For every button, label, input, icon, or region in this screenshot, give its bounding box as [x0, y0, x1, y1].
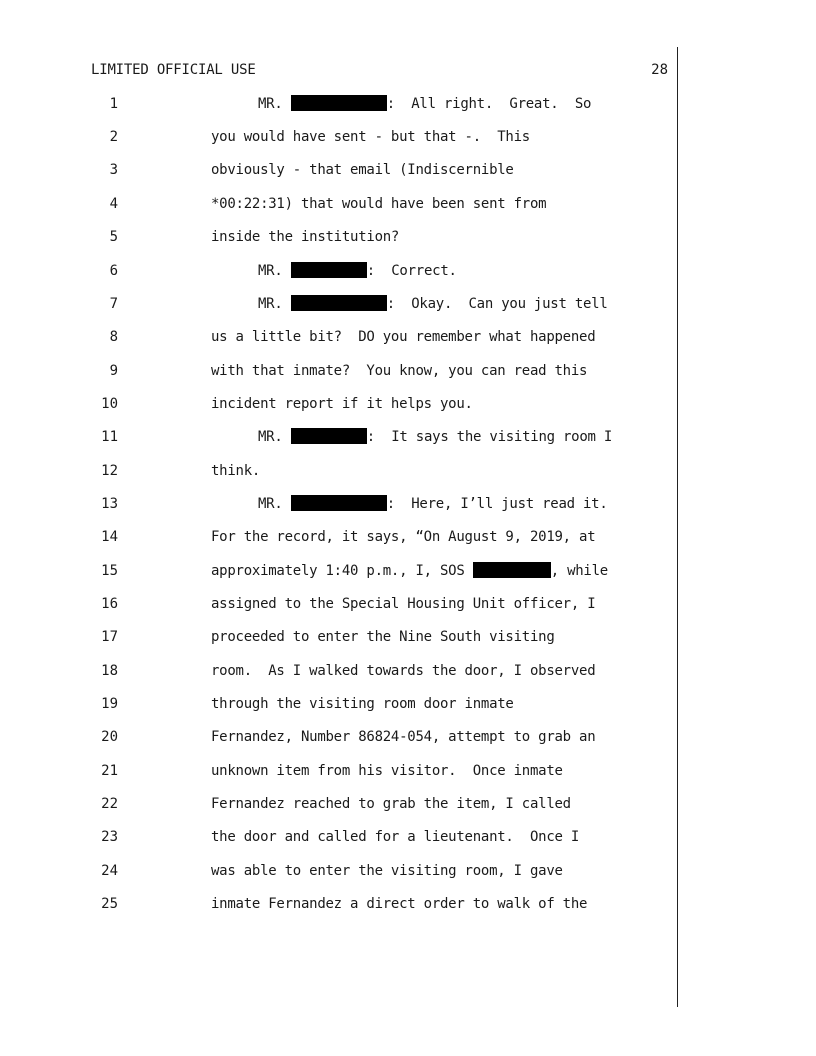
line-text: obviously - that email (Indiscernible: [211, 162, 514, 178]
transcript-line: [0, 527, 680, 547]
speaker-prefix: MR.: [258, 296, 291, 312]
line-text: proceeded to enter the Nine South visiting: [211, 629, 555, 645]
transcript-line: [0, 627, 680, 647]
transcript-line: [0, 227, 680, 247]
line-number: 3: [109, 162, 118, 178]
transcript-line: [0, 394, 680, 414]
transcript-line: [0, 861, 680, 881]
line-text: Fernandez, Number 86824-054, attempt to grab an: [211, 729, 596, 745]
line-number: 20: [101, 729, 118, 745]
line-text: room. As I walked towards the door, I observed: [211, 663, 596, 679]
line-text: inside the institution?: [211, 229, 400, 245]
line-number: 10: [101, 396, 118, 412]
line-number: 1: [109, 96, 118, 112]
transcript-line: [0, 194, 680, 214]
speaker-prefix: MR.: [258, 96, 291, 112]
line-text: [258, 261, 457, 281]
speaker-prefix: MR.: [258, 429, 291, 445]
transcript-line: [0, 894, 680, 914]
line-number: 25: [101, 896, 118, 912]
transcript-line: [0, 261, 680, 281]
line-text: [258, 94, 591, 114]
line-number: 13: [101, 496, 118, 512]
speaker-prefix: MR.: [258, 263, 291, 279]
line-number: 6: [109, 263, 118, 279]
line-number: 11: [101, 429, 118, 445]
line-text: incident report if it helps you.: [211, 396, 473, 412]
speech-text: , while: [550, 563, 608, 579]
transcript-line: [0, 127, 680, 147]
line-text: [211, 561, 608, 581]
transcript-line: [0, 561, 680, 581]
line-text: [258, 494, 608, 514]
transcript-line: [0, 461, 680, 481]
line-text: [258, 294, 608, 314]
line-text: *00:22:31) that would have been sent from: [211, 196, 547, 212]
speech-text: : Correct.: [366, 263, 457, 279]
line-text: with that inmate? You know, you can read this: [211, 363, 588, 379]
line-number: 22: [101, 796, 118, 812]
redaction-box: [291, 295, 387, 311]
line-text: Fernandez reached to grab the item, I called: [211, 796, 571, 812]
transcript-line: [0, 427, 680, 447]
redaction-box: [291, 495, 387, 511]
line-number: 18: [101, 663, 118, 679]
line-text: you would have sent - but that -. This: [211, 129, 530, 145]
transcript-line: [0, 94, 680, 114]
transcript-line: [0, 594, 680, 614]
redaction-box: [291, 95, 387, 111]
line-text: through the visiting room door inmate: [211, 696, 514, 712]
line-number: 23: [101, 829, 118, 845]
speech-text: : All right. Great. So: [386, 96, 592, 112]
line-text: inmate Fernandez a direct order to walk of the: [211, 896, 588, 912]
redaction-box: [473, 562, 551, 578]
line-number: 7: [109, 296, 118, 312]
line-number: 5: [109, 229, 118, 245]
line-number: 15: [101, 563, 118, 579]
line-text: assigned to the Special Housing Unit officer, I: [211, 596, 596, 612]
line-number: 17: [101, 629, 118, 645]
line-number: 24: [101, 863, 118, 879]
speech-text: : Here, I’ll just read it.: [386, 496, 608, 512]
line-number: 9: [109, 363, 118, 379]
classification-header: LIMITED OFFICIAL USE: [91, 62, 256, 78]
transcript-line: [0, 661, 680, 681]
line-text: the door and called for a lieutenant. Once I: [211, 829, 580, 845]
transcript-line: [0, 494, 680, 514]
redaction-box: [291, 262, 367, 278]
line-number: 19: [101, 696, 118, 712]
line-number: 16: [101, 596, 118, 612]
speech-text: : Okay. Can you just tell: [386, 296, 608, 312]
transcript-line: [0, 160, 680, 180]
speaker-prefix: MR.: [258, 496, 291, 512]
transcript-line: [0, 294, 680, 314]
line-text: unknown item from his visitor. Once inmate: [211, 763, 563, 779]
line-text: us a little bit? DO you remember what happened: [211, 329, 596, 345]
page-number: 28: [651, 62, 668, 78]
line-text: For the record, it says, “On August 9, 2019, at: [211, 529, 596, 545]
line-number: 14: [101, 529, 118, 545]
line-number: 2: [109, 129, 118, 145]
transcript-line: [0, 827, 680, 847]
transcript-line: [0, 327, 680, 347]
speech-text: : It says the visiting room I: [366, 429, 613, 445]
transcript-line: [0, 694, 680, 714]
speech-text: approximately 1:40 p.m., I, SOS: [211, 563, 473, 579]
line-number: 21: [101, 763, 118, 779]
line-text: was able to enter the visiting room, I gave: [211, 863, 563, 879]
transcript-line: [0, 727, 680, 747]
transcript-line: [0, 794, 680, 814]
transcript-line: [0, 361, 680, 381]
line-number: 8: [109, 329, 118, 345]
redaction-box: [291, 428, 367, 444]
line-text: think.: [211, 463, 261, 479]
line-number: 12: [101, 463, 118, 479]
line-text: [258, 427, 612, 447]
line-number: 4: [109, 196, 118, 212]
transcript-line: [0, 761, 680, 781]
